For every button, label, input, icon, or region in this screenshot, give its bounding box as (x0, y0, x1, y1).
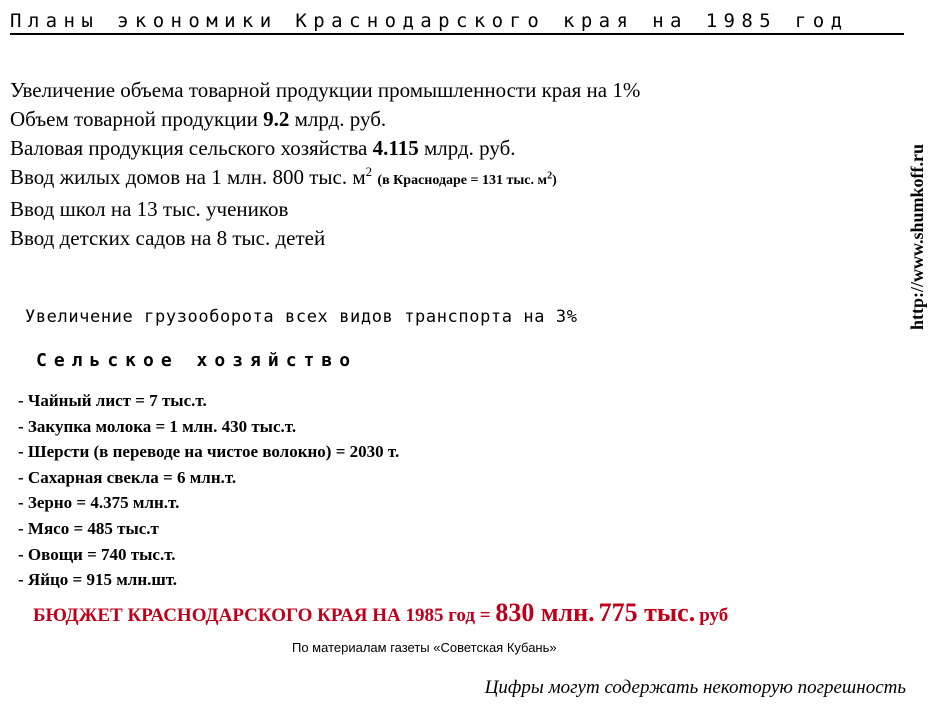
budget-millions: 830 млн. (495, 598, 595, 627)
agriculture-heading: Сельское хозяйство (36, 350, 358, 371)
agro-output-line (10, 134, 640, 163)
housing-text: Ввод жилых домов на 1 млн. 800 тыс. м (10, 165, 366, 189)
page-title: Планы экономики Краснодарского края на 1985 год (10, 10, 849, 32)
list-item: - Зерно = 4.375 млн.т. (18, 493, 180, 513)
agro-output-unit: млрд. руб. (418, 136, 516, 160)
list-item: - Яйцо = 915 млн.шт. (18, 570, 178, 590)
goods-volume-label: Объем товарной продукции (10, 107, 264, 131)
agriculture-list (18, 388, 399, 593)
housing-note-sup: 2 (547, 170, 553, 182)
agro-output-value: 4.115 (372, 136, 419, 160)
agro-output-label: Валовая продукция сельского хозяйства (10, 136, 373, 160)
list-item: - Шерсти (в переводе на чистое волокно) = 2030 т. (18, 442, 400, 462)
goods-volume-unit: млрд. руб. (289, 107, 387, 131)
housing-krasnodar-note (377, 170, 557, 188)
list-item: - Сахарная свекла = 6 млн.т. (18, 467, 237, 487)
budget-currency: руб (699, 605, 729, 626)
list-item: - Мясо = 485 тыс.т (18, 518, 159, 538)
budget-label: БЮДЖЕТ КРАСНОДАРСКОГО КРАЯ НА 1985 год = (33, 605, 496, 626)
goods-volume-value: 9.2 (263, 107, 290, 131)
list-item: - Чайный лист = 7 тыс.т. (18, 391, 207, 410)
list-item: - Овощи = 740 тыс.т. (18, 544, 176, 564)
transport-line: Увеличение грузооборота всех видов транспорта на 3% (25, 307, 578, 327)
housing-note-text: (в Краснодаре = 131 тыс. м (377, 173, 548, 188)
housing-note-end: ) (552, 173, 557, 188)
disclaimer-note: Цифры могут содержать некоторую погрешность (484, 677, 906, 698)
housing-sup: 2 (365, 164, 373, 179)
kindergartens-line: Ввод детских садов на 8 тыс. детей (10, 226, 326, 250)
title-underline (10, 33, 904, 35)
budget-thousands: 775 тыс. (598, 598, 696, 627)
site-url-watermark: http://www.shumkoff.ru (907, 143, 927, 330)
budget-line (33, 596, 728, 634)
schools-line: Ввод школ на 13 тыс. учеников (10, 197, 289, 221)
goods-volume-line (10, 105, 640, 134)
industry-growth-line: Увеличение объема товарной продукции промышленности края на 1% (10, 78, 641, 102)
source-credit: По материалам газеты «Советская Кубань» (292, 640, 557, 655)
main-indicators (10, 76, 640, 253)
list-item: - Закупка молока = 1 млн. 430 тыс.т. (18, 416, 297, 436)
housing-line (10, 163, 640, 195)
